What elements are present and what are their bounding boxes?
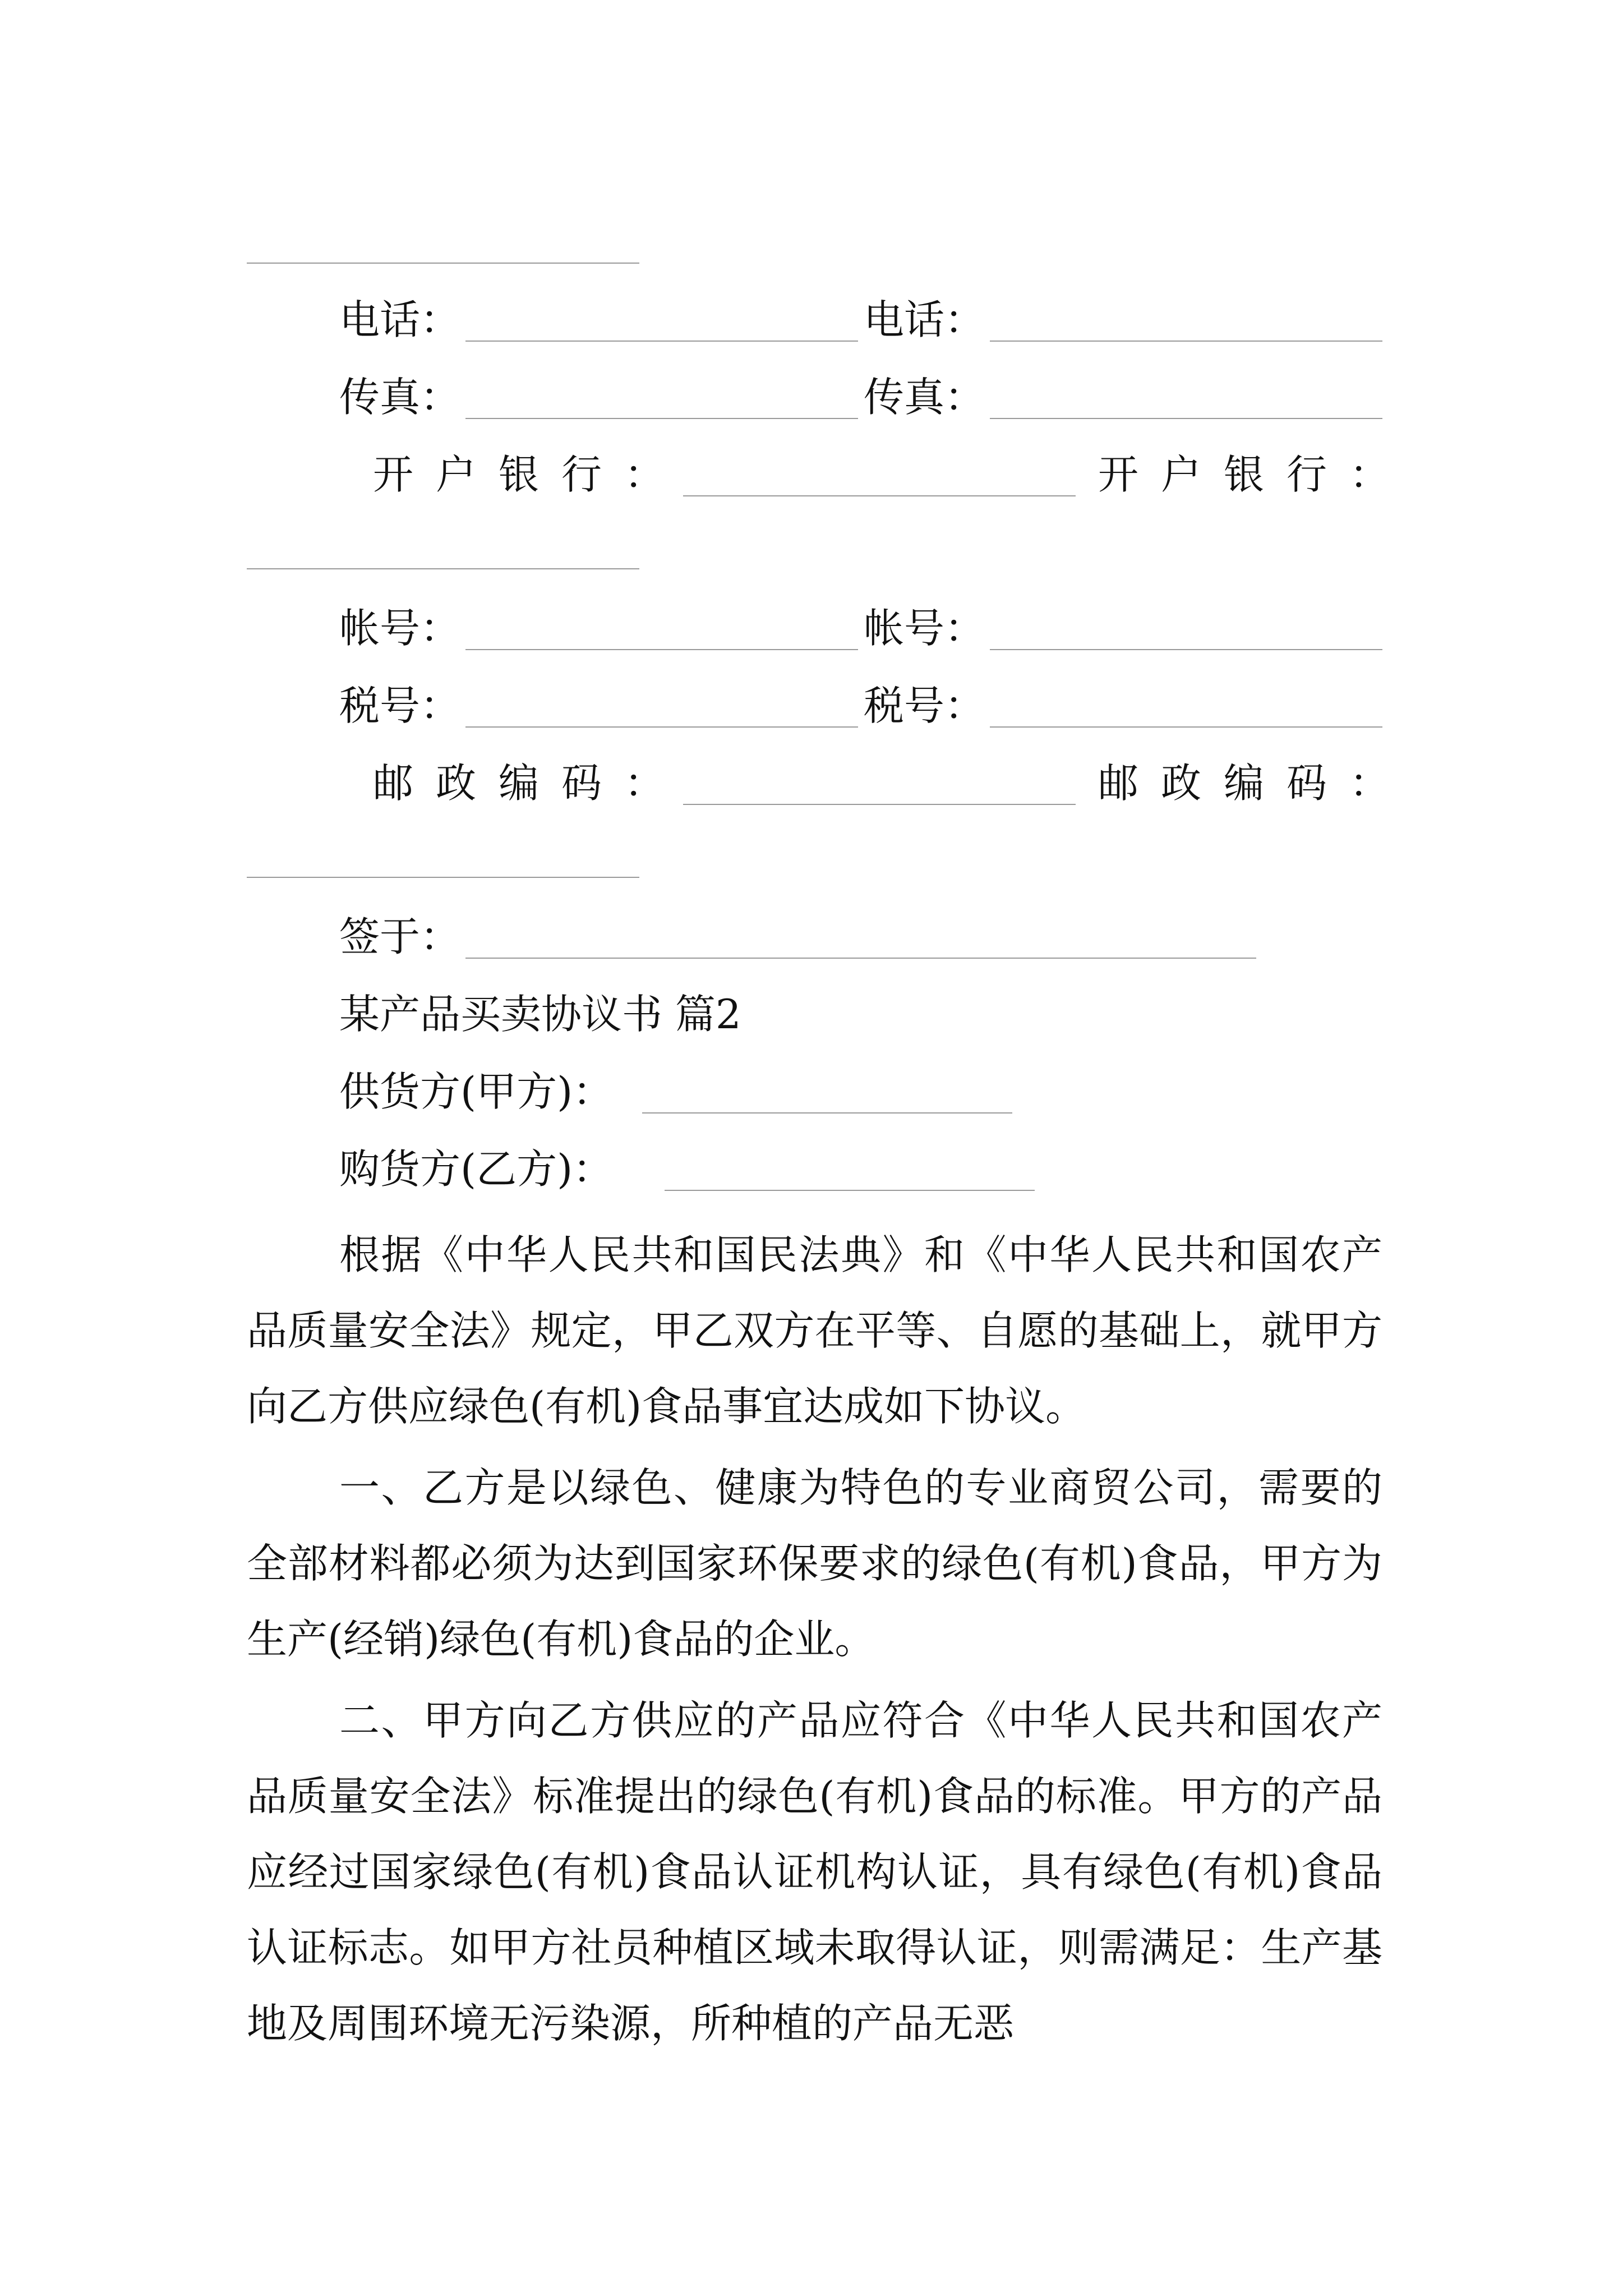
bank-blank-a[interactable] bbox=[683, 495, 1076, 496]
tax-blank-b[interactable] bbox=[990, 726, 1382, 728]
postal-label-b: 邮政编码： bbox=[1098, 760, 1413, 807]
blank-line bbox=[247, 263, 639, 264]
tax-label-a: 税号： bbox=[339, 682, 461, 729]
section-title-text: 某产品买卖协议书 篇2 bbox=[339, 991, 741, 1038]
phone-blank-b[interactable] bbox=[990, 341, 1382, 342]
postal-blank-b[interactable] bbox=[247, 877, 639, 878]
phone-label-b: 电话： bbox=[864, 296, 985, 343]
fax-blank-b[interactable] bbox=[990, 418, 1382, 419]
account-blank-b[interactable] bbox=[990, 649, 1382, 650]
paragraph-1: 根据《中华人民共和国民法典》和《中华人民共和国农产品质量安全法》规定，甲乙双方在平等、自愿的基础上，就甲方向乙方供应绿色(有机)食品事宜达成如下协议。 bbox=[247, 1231, 1382, 1430]
phone-label-a: 电话： bbox=[339, 296, 461, 343]
fax-label-a: 传真： bbox=[339, 374, 461, 421]
account-label-b: 帐号： bbox=[864, 605, 985, 652]
bank-label-a: 开户银行： bbox=[373, 451, 688, 498]
paragraph-3: 二、甲方向乙方供应的产品应符合《中华人民共和国农产品质量安全法》标准提出的绿色(有机)食品的标准。甲方的产品应经过国家绿色(有机)食品认证机构认证，具有绿色(有机)食品认证标志。如甲方社员种植区域未取得认证，则需满足：生产基地及周围环境无污染源，所种植的产品无恶 bbox=[247, 1697, 1382, 2047]
supplier-blank[interactable] bbox=[642, 1112, 1012, 1114]
paragraph-2: 一、乙方是以绿色、健康为特色的专业商贸公司，需要的全部材料都必须为达到国家环保要求的绿色(有机)食品，甲方为生产(经销)绿色(有机)食品的企业。 bbox=[247, 1464, 1382, 1663]
signed-at-blank[interactable] bbox=[465, 958, 1256, 959]
buyer-label: 购货方(乙方)： bbox=[339, 1145, 614, 1193]
bank-label-b: 开户银行： bbox=[1098, 451, 1413, 498]
tax-blank-a[interactable] bbox=[465, 726, 858, 728]
postal-label-a: 邮政编码： bbox=[373, 760, 688, 807]
fax-label-b: 传真： bbox=[864, 374, 985, 421]
account-label-a: 帐号： bbox=[339, 605, 461, 652]
signed-at-label: 签于： bbox=[339, 913, 461, 960]
postal-blank-a[interactable] bbox=[683, 804, 1076, 805]
supplier-label: 供货方(甲方)： bbox=[339, 1068, 614, 1115]
account-blank-a[interactable] bbox=[465, 649, 858, 650]
bank-blank-b[interactable] bbox=[247, 568, 639, 569]
buyer-blank[interactable] bbox=[665, 1190, 1035, 1191]
fax-blank-a[interactable] bbox=[465, 418, 858, 419]
phone-blank-a[interactable] bbox=[465, 341, 858, 342]
tax-label-b: 税号： bbox=[864, 682, 985, 729]
